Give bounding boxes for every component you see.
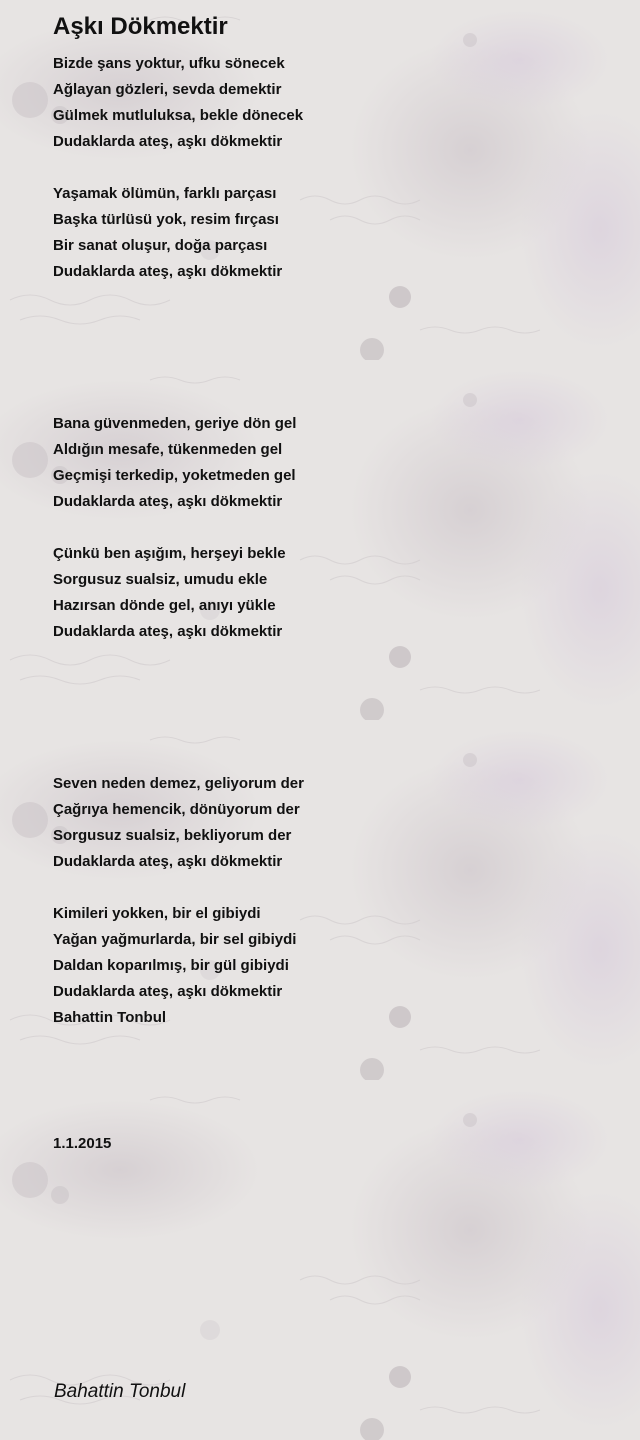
poem-title: Aşkı Dökmektir bbox=[53, 13, 228, 40]
poem-line: Sorgusuz sualsiz, umudu ekle bbox=[53, 571, 268, 588]
poem-date: 1.1.2015 bbox=[53, 1135, 112, 1152]
poem-line: Ağlayan gözleri, sevda demektir bbox=[53, 81, 282, 98]
poem-line: Hazırsan dönde gel, anıyı yükle bbox=[53, 597, 276, 614]
poem-line: Seven neden demez, geliyorum der bbox=[53, 775, 304, 792]
poem-line: Geçmişi terkedip, yoketmeden gel bbox=[53, 467, 296, 484]
poem-line: Yaşamak ölümün, farklı parçası bbox=[53, 185, 277, 202]
poem-line: Dudaklarda ateş, aşkı dökmektir bbox=[53, 133, 283, 150]
poem-line: Daldan koparılmış, bir gül gibiydi bbox=[53, 957, 289, 974]
poem-line: Dudaklarda ateş, aşkı dökmektir bbox=[53, 623, 283, 640]
poem-author-line: Bahattin Tonbul bbox=[53, 1009, 167, 1026]
poem-line: Sorgusuz sualsiz, bekliyorum der bbox=[53, 827, 292, 844]
poem-line: Bizde şans yoktur, ufku sönecek bbox=[53, 55, 285, 72]
poem-line: Kimileri yokken, bir el gibiydi bbox=[53, 905, 261, 922]
poem-line: Başka türlüsü yok, resim fırçası bbox=[53, 211, 279, 228]
poem-line: Dudaklarda ateş, aşkı dökmektir bbox=[53, 263, 283, 280]
author-signature: Bahattin Tonbul bbox=[54, 1381, 186, 1402]
poem-line: Aldığın mesafe, tükenmeden gel bbox=[53, 441, 283, 458]
poem-line: Yağan yağmurlarda, bir sel gibiydi bbox=[53, 931, 297, 948]
poem-line: Gülmek mutluluksa, bekle dönecek bbox=[53, 107, 304, 124]
poem-line: Dudaklarda ateş, aşkı dökmektir bbox=[53, 983, 283, 1000]
poem-line: Bana güvenmeden, geriye dön gel bbox=[53, 415, 297, 432]
poem-line: Dudaklarda ateş, aşkı dökmektir bbox=[53, 493, 283, 510]
poem-line: Çünkü ben aşığım, herşeyi bekle bbox=[53, 545, 286, 562]
poem-line: Çağrıya hemencik, dönüyorum der bbox=[53, 801, 300, 818]
poem-line: Dudaklarda ateş, aşkı dökmektir bbox=[53, 853, 283, 870]
poem-line: Bir sanat oluşur, doğa parçası bbox=[53, 237, 268, 254]
